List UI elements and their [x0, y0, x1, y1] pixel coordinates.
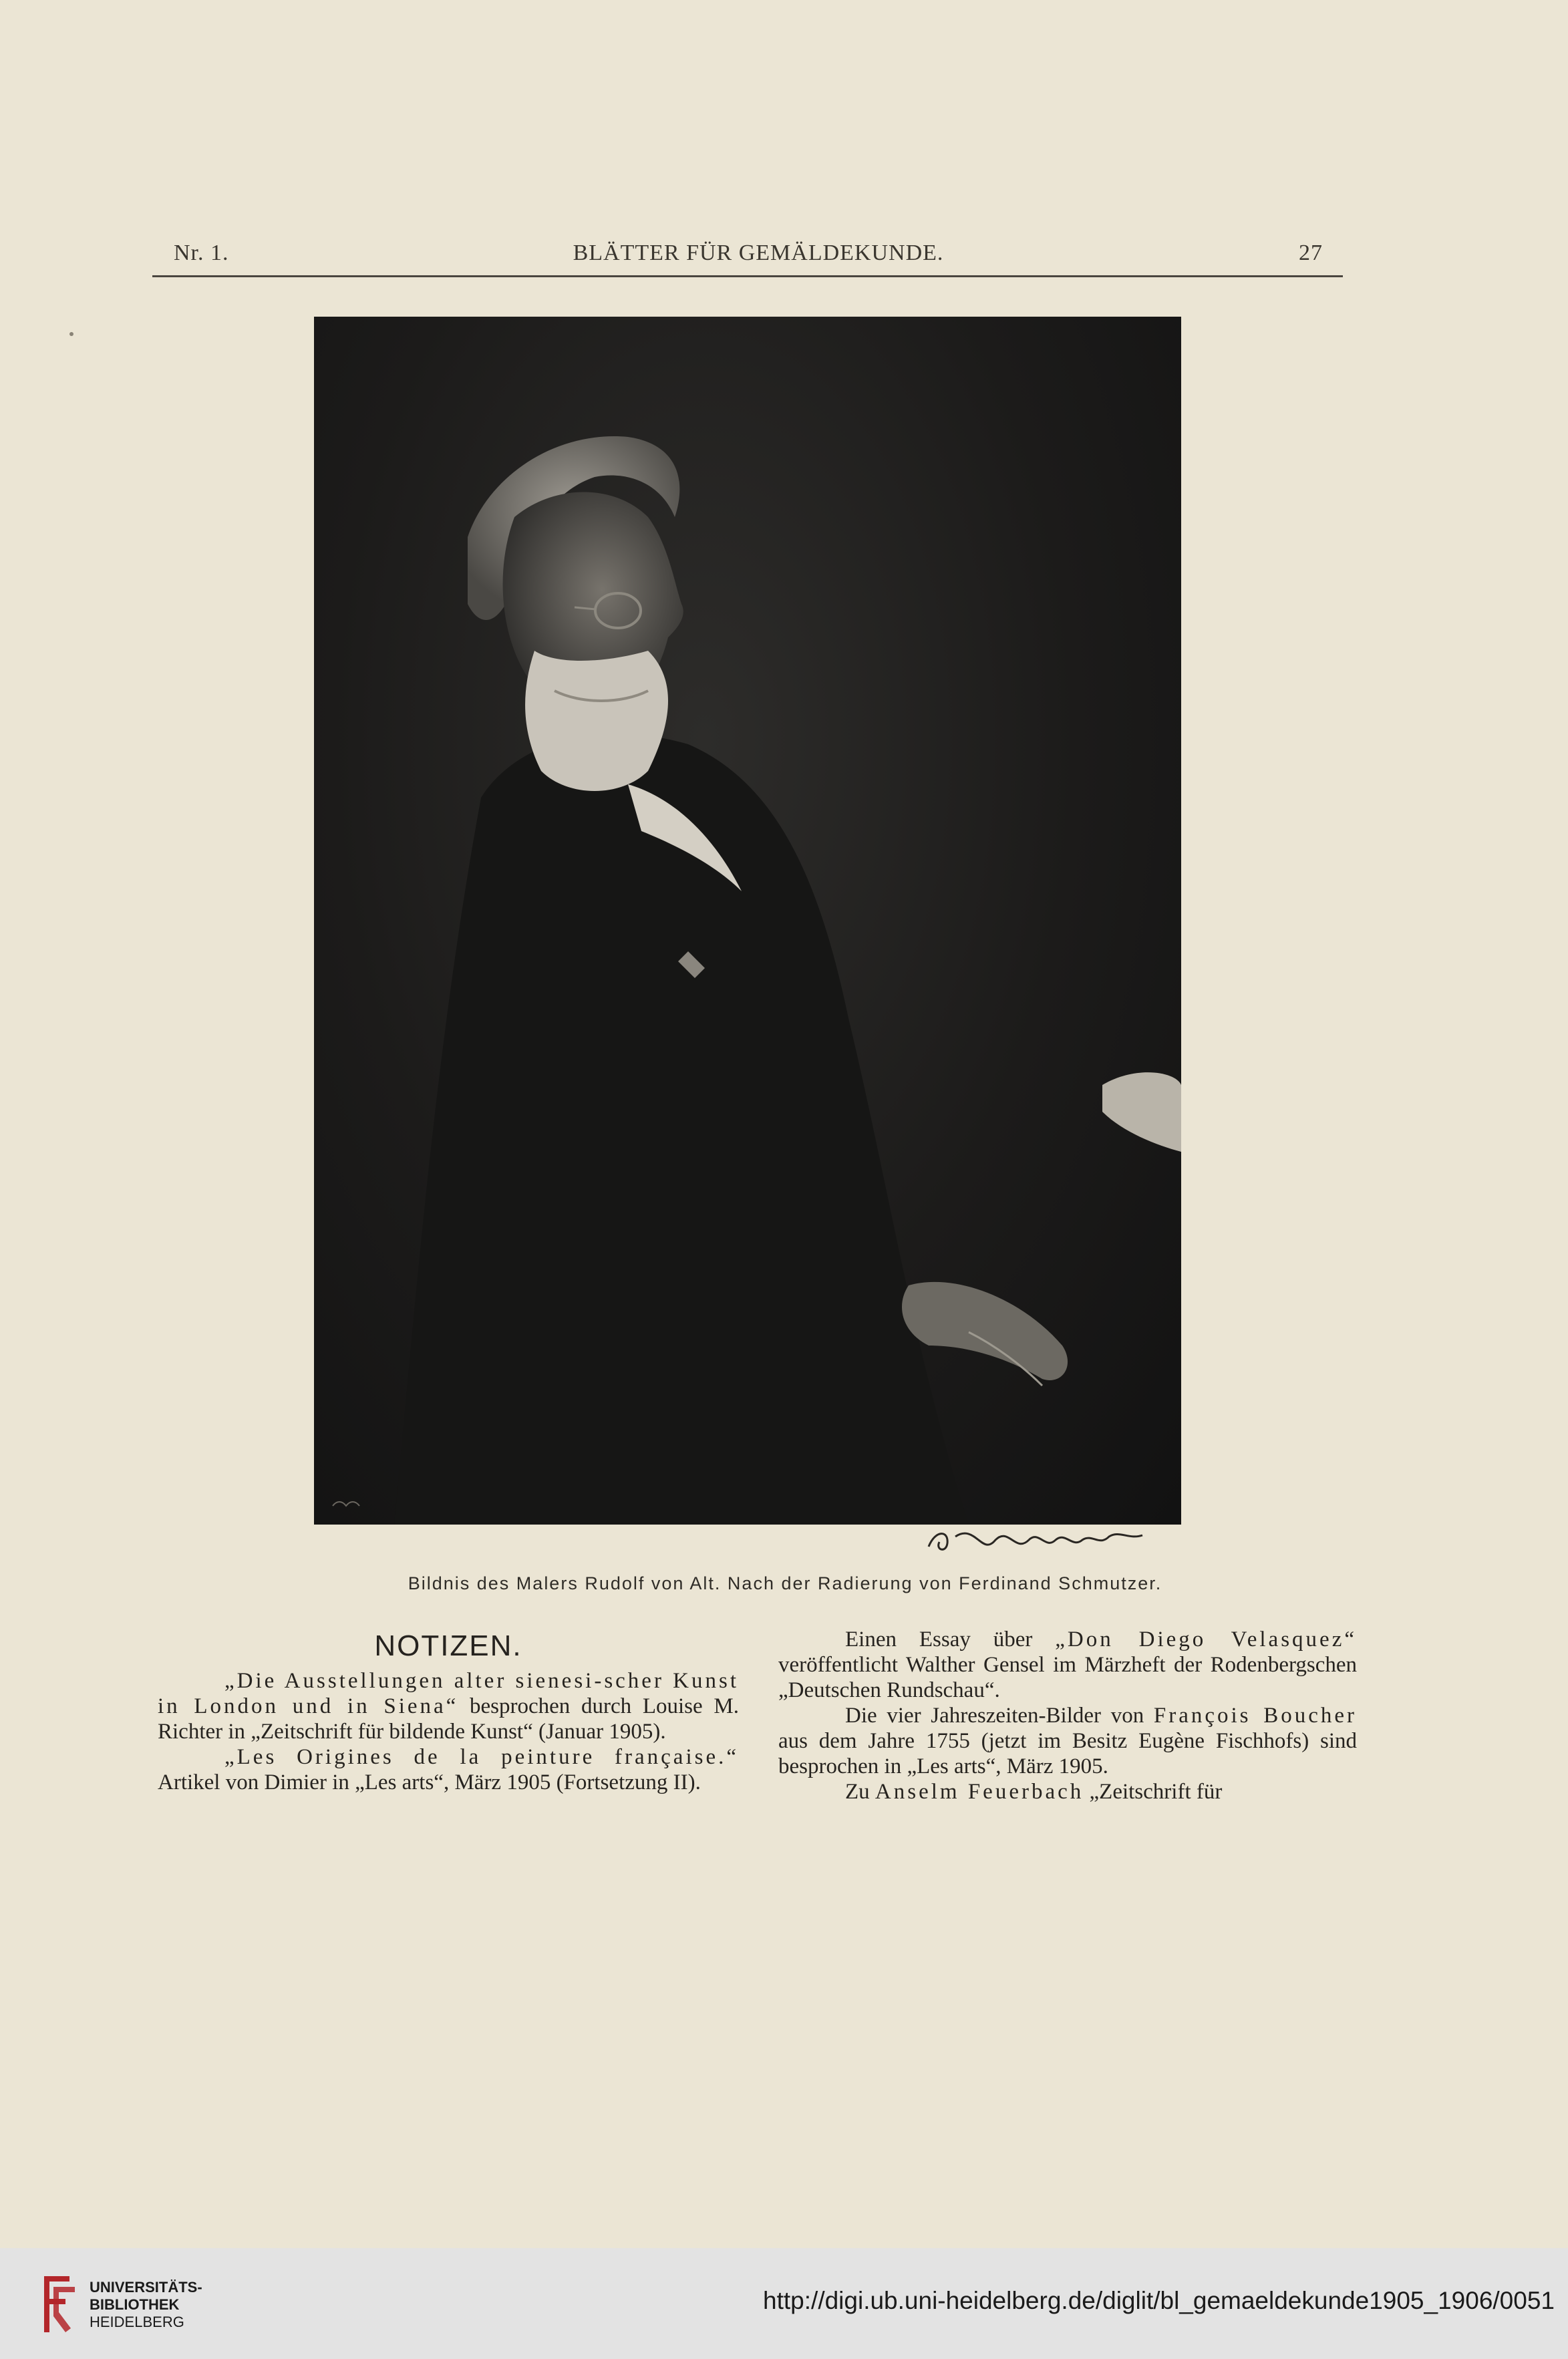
- figure-caption: Bildnis des Malers Rudolf von Alt. Nach der Radierung von Ferdinand Schmutzer.: [408, 1573, 1162, 1593]
- notice-text: „Zeitschrift für: [1084, 1780, 1223, 1804]
- issue-number: Nr. 1.: [174, 241, 229, 265]
- artist-name: Anselm Feuerbach: [875, 1780, 1084, 1804]
- library-name-line: UNIVERSITÄTS-: [90, 2279, 202, 2296]
- library-name-line: HEIDELBERG: [90, 2314, 184, 2330]
- notice-text: Die vier Jahreszeiten-Bilder von: [845, 1704, 1154, 1728]
- header-rule: [152, 275, 1343, 277]
- notice-text: veröffentlicht Walther Gensel im Märzheft der Rodenbergschen „Deutschen Rundschau“.: [778, 1653, 1357, 1702]
- library-footer: [0, 2248, 1568, 2359]
- library-name-line: BIBLIOTHEK: [90, 2296, 180, 2313]
- portrait-etching: [314, 317, 1181, 1525]
- notice-paragraph: [158, 1744, 739, 1795]
- notice-paragraph: [158, 1668, 739, 1744]
- portrait-illustration: [314, 317, 1181, 1525]
- section-title: NOTIZEN.: [374, 1629, 522, 1662]
- notice-paragraph: [778, 1627, 1357, 1703]
- left-column: [158, 1627, 739, 1795]
- essay-title: „Don Diego Velasquez“: [1055, 1627, 1357, 1652]
- notice-text: aus dem Jahre 1755 (jetzt im Besitz Eugène Fischhofs) sind besprochen in „Les arts“, März 1905.: [778, 1729, 1357, 1778]
- artist-name: François Boucher: [1153, 1704, 1357, 1728]
- notice-text: Zu: [845, 1780, 875, 1804]
- notice-text: Artikel von Dimier in „Les arts“, März 1905 (Fortsetzung II).: [158, 1770, 701, 1794]
- library-logo-icon: [35, 2272, 79, 2336]
- artist-signature: [922, 1517, 1149, 1563]
- notice-text: besprochen durch Louise M. Richter in „Zeitschrift für bildende Kunst“ (Januar 1905).: [158, 1694, 739, 1744]
- page-number: 27: [1299, 241, 1323, 265]
- journal-title: BLÄTTER FÜR GEMÄLDEKUNDE.: [573, 241, 944, 265]
- notice-paragraph: [778, 1779, 1357, 1804]
- notice-text: Einen Essay über: [845, 1627, 1056, 1652]
- right-column: [778, 1627, 1357, 1804]
- article-title: „Les Origines de la peinture française.“: [224, 1745, 739, 1769]
- running-header: [174, 241, 1343, 274]
- paper-speck: [69, 332, 73, 336]
- permalink-url[interactable]: http://digi.ub.uni-heidelberg.de/diglit/bl_gemaeldekunde1905_1906/0051: [763, 2287, 1555, 2314]
- exhibition-title: „Die Ausstellungen alter sienesi-scher Kunst in London und in Siena“: [158, 1669, 739, 1718]
- notice-paragraph: [778, 1703, 1357, 1779]
- library-name: [90, 2279, 202, 2331]
